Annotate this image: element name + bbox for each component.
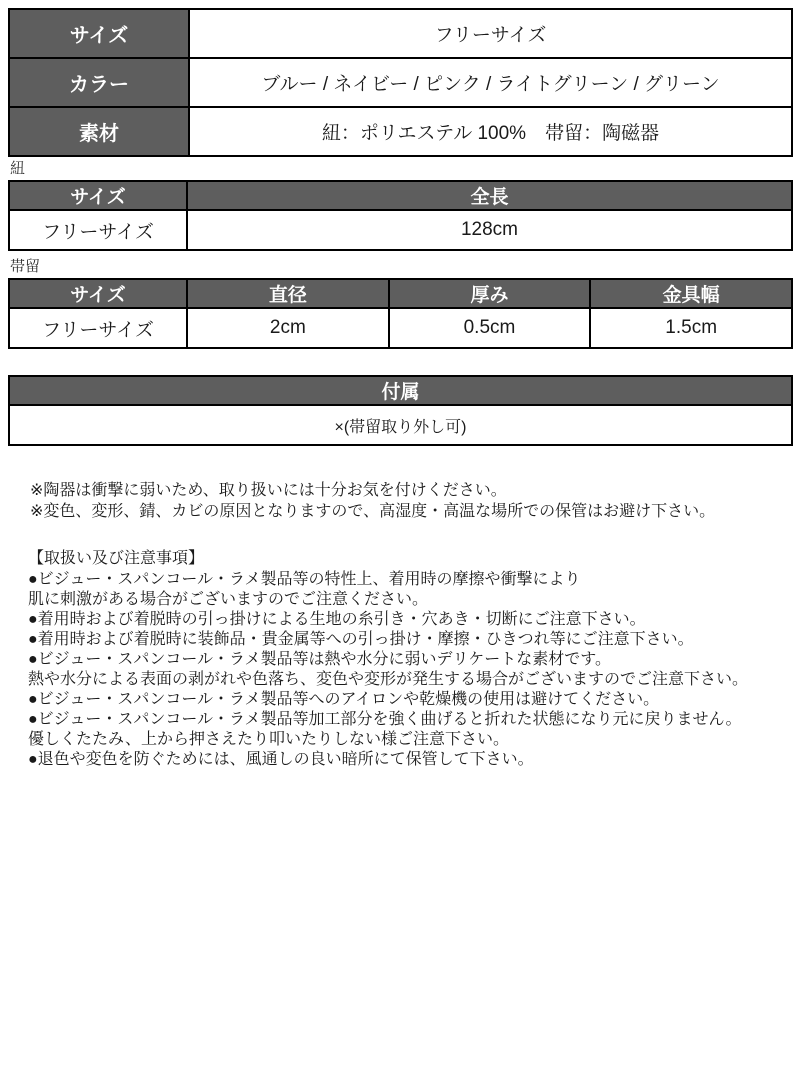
spec-label-material: 素材 xyxy=(9,107,189,156)
spec-value-material: 紐：ポリエステル 100% 帯留：陶磁器 xyxy=(189,107,792,156)
accessory-value: ×(帯留取り外し可) xyxy=(9,405,792,445)
material-notes xyxy=(30,480,800,522)
himo-table xyxy=(8,180,793,251)
care-line: ●ビジュー・スパンコール・ラメ製品等は熱や水分に弱いデリケートな素材です。 xyxy=(28,651,611,668)
care-line: 熱や水分による表面の剥がれや色落ち、変色や変形が発生する場合がございますのでご注意下さい。 xyxy=(28,671,749,688)
obidome-value-size: フリーサイズ xyxy=(9,308,187,348)
himo-header-row xyxy=(9,181,792,210)
accessory-data-row xyxy=(9,405,792,445)
obidome-header-fitting-width: 金具幅 xyxy=(590,279,792,308)
spec-value-size: フリーサイズ xyxy=(189,9,792,58)
spec-row-material xyxy=(9,107,792,156)
care-line: ●着用時および着脱時に装飾品・貴金属等への引っ掛け・摩擦・ひきつれ等にご注意下さい。 xyxy=(28,631,694,648)
care-line: ●ビジュー・スパンコール・ラメ製品等へのアイロンや乾燥機の使用は避けてください。 xyxy=(28,691,660,708)
care-title: 【取扱い及び注意事項】 xyxy=(28,550,205,567)
himo-header-length: 全長 xyxy=(187,181,792,210)
obidome-data-row xyxy=(9,308,792,348)
care-line: ●ビジュー・スパンコール・ラメ製品等の特性上、着用時の摩擦や衝撃により xyxy=(28,571,581,588)
obidome-table xyxy=(8,278,793,349)
accessory-header-row xyxy=(9,376,792,405)
care-line: 優しくたたみ、上から押さえたり叩いたりしない様ご注意下さい。 xyxy=(28,731,509,748)
obidome-value-thickness: 0.5cm xyxy=(389,308,591,348)
spec-label-size: サイズ xyxy=(9,9,189,58)
spec-row-size xyxy=(9,9,792,58)
himo-header-size: サイズ xyxy=(9,181,187,210)
accessory-table xyxy=(8,375,793,446)
spec-value-color: ブルー / ネイビー / ピンク / ライトグリーン / グリーン xyxy=(189,58,792,107)
care-line: ●退色や変色を防ぐためには、風通しの良い暗所にて保管して下さい。 xyxy=(28,751,534,768)
obidome-value-fitting-width: 1.5cm xyxy=(590,308,792,348)
obidome-value-diameter: 2cm xyxy=(187,308,389,348)
himo-data-row xyxy=(9,210,792,250)
spec-label-color: カラー xyxy=(9,58,189,107)
care-line: ●着用時および着脱時の引っ掛けによる生地の糸引き・穴あき・切断にご注意下さい。 xyxy=(28,611,646,628)
care-line: 肌に刺激がある場合がございますのでご注意ください。 xyxy=(28,591,429,608)
care-line: ●ビジュー・スパンコール・ラメ製品等加工部分を強く曲げると折れた状態になり元に戻りません。 xyxy=(28,711,742,728)
section-label-himo: 紐 xyxy=(10,160,26,177)
obidome-header-diameter: 直径 xyxy=(187,279,389,308)
note-line: ※陶器は衝撃に弱いため、取り扱いには十分お気を付けください。 xyxy=(30,482,507,499)
himo-value-size: フリーサイズ xyxy=(9,210,187,250)
note-line: ※変色、変形、錆、カビの原因となりますので、高湿度・高温な場所での保管はお避け下さい。 xyxy=(30,503,716,520)
accessory-header: 付属 xyxy=(9,376,792,405)
obidome-header-thickness: 厚み xyxy=(389,279,591,308)
obidome-header-row xyxy=(9,279,792,308)
spec-row-color xyxy=(9,58,792,107)
section-label-obidome: 帯留 xyxy=(10,258,41,275)
spec-table xyxy=(8,8,793,157)
himo-value-length: 128cm xyxy=(187,210,792,250)
care-instructions xyxy=(28,549,800,770)
obidome-header-size: サイズ xyxy=(9,279,187,308)
